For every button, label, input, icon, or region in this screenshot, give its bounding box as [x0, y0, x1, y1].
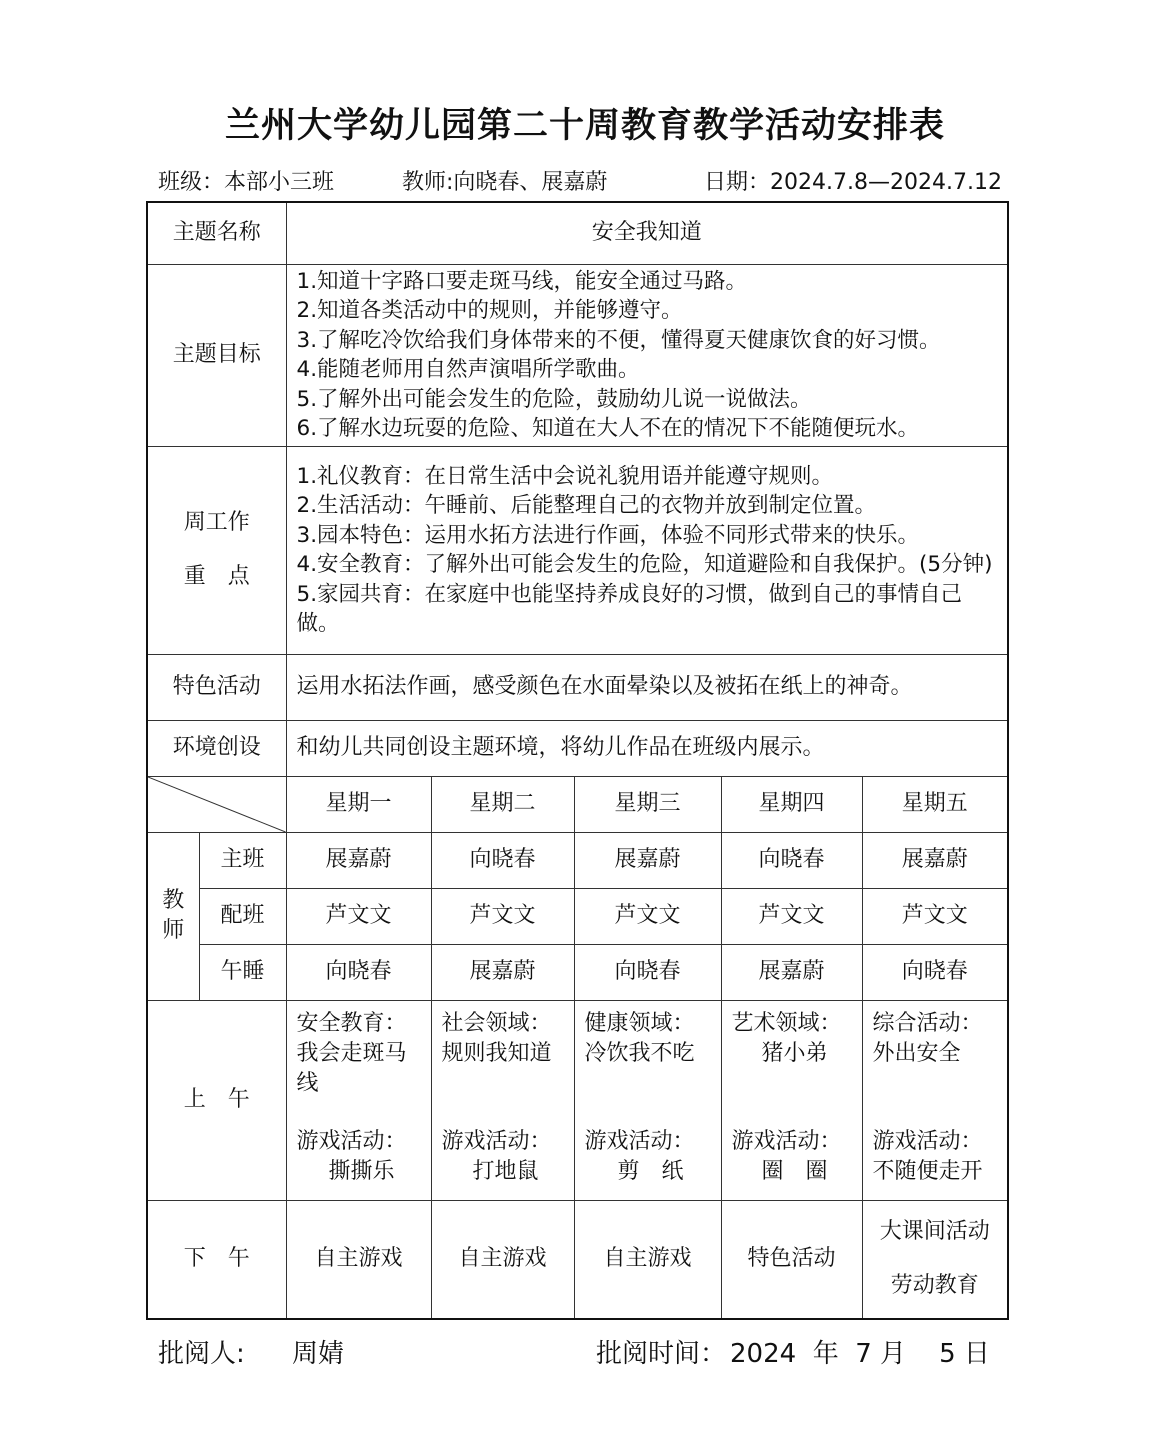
game-name: 不随便走开 [872, 1158, 983, 1184]
assist-teacher-cell: 芦文文 [862, 888, 1008, 944]
teacher-label-char: 师 [162, 918, 185, 943]
diagonal-corner-cell [147, 776, 286, 832]
main-teacher-row [147, 832, 1008, 888]
date-info: 日期：2024.7.8—2024.7.12 [704, 170, 1002, 195]
focus-item: 2.生活活动：午睡前、后能整理自己的衣物并放到制定位置。 [296, 493, 877, 518]
main-teacher-cell: 向晓春 [721, 832, 862, 888]
game-label: 游戏活动： [731, 1128, 842, 1154]
focus-label-line: 重 点 [183, 564, 250, 589]
goal-item: 5.了解外出可能会发生的危险，鼓励幼儿说一说做法。 [296, 386, 812, 412]
env-value: 和幼儿共同创设主题环境，将幼儿作品在班级内展示。 [286, 720, 1008, 776]
day-header: 星期四 [721, 776, 862, 832]
main-teacher-cell: 展嘉蔚 [574, 832, 721, 888]
teacher-info: 教师:向晓春、展嘉蔚 [402, 170, 608, 195]
nap-teacher-cell: 展嘉蔚 [431, 944, 574, 1000]
main-teacher-cell: 展嘉蔚 [862, 832, 1008, 888]
assist-teacher-cell: 芦文文 [286, 888, 431, 944]
game-name: 剪 纸 [617, 1158, 684, 1184]
morning-cell [574, 1000, 721, 1200]
goal-item: 2.知道各类活动中的规则，并能够遵守。 [296, 298, 683, 323]
teacher-group-label [147, 832, 199, 1000]
feature-label: 特色活动 [147, 654, 286, 720]
activity-name: 我会走斑马线 [296, 1040, 407, 1096]
game-name: 圈 圈 [761, 1158, 828, 1184]
afternoon-cell: 自主游戏 [286, 1200, 431, 1319]
goals-label: 主题目标 [147, 264, 286, 446]
main-teacher-label: 主班 [199, 832, 286, 888]
domain-label: 艺术领域： [731, 1010, 842, 1036]
focus-label-line: 周工作 [183, 510, 250, 535]
afternoon-activity: 劳动教育 [890, 1273, 979, 1299]
focus-list [286, 446, 1008, 654]
domain-label: 安全教育： [296, 1010, 407, 1036]
goals-list [286, 264, 1008, 446]
env-label: 环境创设 [147, 720, 286, 776]
morning-cell [862, 1000, 1008, 1200]
afternoon-row [147, 1200, 1008, 1319]
game-name: 撕撕乐 [328, 1158, 395, 1184]
morning-row [147, 1000, 1008, 1200]
assist-teacher-cell: 芦文文 [574, 888, 721, 944]
afternoon-cell: 特色活动 [721, 1200, 862, 1319]
game-label: 游戏活动： [441, 1128, 552, 1154]
afternoon-label: 下 午 [147, 1200, 286, 1319]
goal-item: 4.能随老师用自然声演唱所学歌曲。 [296, 357, 640, 382]
assist-teacher-label: 配班 [199, 888, 286, 944]
game-label: 游戏活动： [872, 1128, 983, 1154]
env-row [147, 720, 1008, 776]
assist-teacher-cell: 芦文文 [721, 888, 862, 944]
domain-label: 健康领域： [584, 1010, 695, 1036]
theme-row [147, 202, 1008, 264]
activity-name: 猪小弟 [761, 1040, 828, 1066]
afternoon-cell: 自主游戏 [574, 1200, 721, 1319]
morning-cell [721, 1000, 862, 1200]
feature-row [147, 654, 1008, 720]
diagonal-line [148, 777, 286, 832]
activity-name: 外出安全 [872, 1040, 961, 1066]
focus-item: 4.安全教育：了解外出可能会发生的危险，知道避险和自我保护。(5分钟) [296, 552, 993, 577]
teacher-label-char: 教 [162, 888, 185, 913]
nap-teacher-cell: 向晓春 [286, 944, 431, 1000]
theme-value: 安全我知道 [286, 202, 1008, 264]
focus-item: 3.园本特色：运用水拓方法进行作画，体验不同形式带来的快乐。 [296, 522, 920, 548]
feature-value: 运用水拓法作画，感受颜色在水面晕染以及被拓在纸上的神奇。 [286, 654, 1008, 720]
class-info: 班级：本部小三班 [158, 170, 335, 195]
morning-cell [431, 1000, 574, 1200]
morning-cell [286, 1000, 431, 1200]
nap-teacher-label: 午睡 [199, 944, 286, 1000]
game-label: 游戏活动： [584, 1128, 695, 1154]
schedule-table [146, 201, 1009, 1320]
reviewer-name: 周婧 [292, 1339, 345, 1369]
assist-teacher-row [147, 888, 1008, 944]
afternoon-cell: 自主游戏 [431, 1200, 574, 1319]
game-label: 游戏活动： [296, 1128, 407, 1154]
assist-teacher-cell: 芦文文 [431, 888, 574, 944]
domain-label: 社会领域： [441, 1010, 552, 1036]
goals-row [147, 264, 1008, 446]
focus-item: 5.家园共育：在家庭中也能坚持养成良好的习惯，做到自己的事情自己做。 [296, 581, 963, 636]
goal-item: 1.知道十字路口要走斑马线，能安全通过马路。 [296, 268, 748, 294]
nap-teacher-cell: 向晓春 [574, 944, 721, 1000]
page-title: 兰州大学幼儿园第二十周教育教学活动安排表 [224, 106, 945, 146]
focus-row [147, 446, 1008, 654]
day-header-row [147, 776, 1008, 832]
day-header: 星期一 [286, 776, 431, 832]
focus-label [147, 446, 286, 654]
afternoon-cell [862, 1200, 1008, 1319]
main-teacher-cell: 向晓春 [431, 832, 574, 888]
game-name: 打地鼠 [472, 1158, 539, 1184]
afternoon-activity: 大课间活动 [879, 1219, 990, 1245]
goal-item: 3.了解吃冷饮给我们身体带来的不便，懂得夏天健康饮食的好习惯。 [296, 327, 941, 353]
goal-item: 6.了解水边玩耍的危险、知道在大人不在的情况下不能随便玩水。 [296, 416, 920, 441]
domain-label: 综合活动： [872, 1010, 983, 1036]
nap-teacher-cell: 向晓春 [862, 944, 1008, 1000]
review-time-value: 2024 年 7 月 5 日 [730, 1339, 990, 1369]
review-time-label: 批阅时间： [596, 1339, 727, 1369]
activity-name: 冷饮我不吃 [584, 1040, 695, 1066]
focus-item: 1.礼仪教育：在日常生活中会说礼貌用语并能遵守规则。 [296, 463, 834, 489]
day-header: 星期五 [862, 776, 1008, 832]
main-teacher-cell: 展嘉蔚 [286, 832, 431, 888]
day-header: 星期二 [431, 776, 574, 832]
day-header: 星期三 [574, 776, 721, 832]
theme-label: 主题名称 [147, 202, 286, 264]
nap-teacher-cell: 展嘉蔚 [721, 944, 862, 1000]
activity-name: 规则我知道 [441, 1040, 552, 1066]
morning-label: 上 午 [147, 1000, 286, 1200]
nap-teacher-row [147, 944, 1008, 1000]
reviewer-label: 批阅人: [158, 1339, 245, 1369]
